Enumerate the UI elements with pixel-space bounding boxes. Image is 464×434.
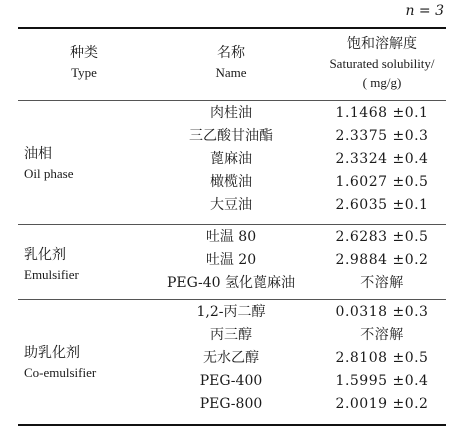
top-rule	[18, 27, 446, 29]
header-name	[150, 44, 312, 82]
row-name: 吐温 20	[205, 252, 257, 268]
header-type-en: Type	[71, 65, 97, 80]
sample-size-label: n = 3	[405, 3, 444, 19]
table-row	[0, 370, 464, 393]
header-solubility-en: Saturated solubility/	[329, 56, 435, 71]
table-row	[0, 393, 464, 416]
row-value: 0.0318 ±0.3	[335, 304, 429, 320]
row-name: PEG-40 氢化蓖麻油	[166, 275, 296, 291]
row-value: 2.3375 ±0.3	[335, 128, 429, 144]
table-row	[0, 272, 464, 295]
header-solubility	[312, 35, 452, 92]
table-row	[0, 347, 464, 370]
row-name: 无水乙醇	[203, 350, 259, 366]
table-row	[0, 301, 464, 324]
row-value: 2.9884 ±0.2	[335, 252, 429, 268]
row-value: 不溶解	[360, 275, 404, 291]
group-coemulsifier-zh: 助乳化剂	[24, 345, 80, 361]
row-name: 大豆油	[210, 197, 252, 213]
group-emulsifier-en: Emulsifier	[24, 267, 79, 282]
table-row	[0, 194, 464, 217]
header-name-en: Name	[215, 65, 247, 80]
row-value: 1.6027 ±0.5	[335, 174, 429, 190]
group-divider	[18, 299, 446, 300]
row-name: 蓖麻油	[210, 151, 252, 167]
row-name: 三乙酸甘油酯	[189, 128, 273, 144]
bottom-rule	[18, 424, 446, 426]
header-rule	[18, 100, 446, 101]
table-row	[0, 226, 464, 249]
row-value: 2.6035 ±0.1	[335, 197, 429, 213]
group-oil-en: Oil phase	[24, 166, 74, 181]
table-row	[0, 125, 464, 148]
row-value: 1.1468 ±0.1	[335, 105, 429, 121]
table-row	[0, 324, 464, 347]
row-name: PEG-800	[199, 396, 263, 412]
row-name: 丙三醇	[210, 327, 252, 343]
row-value: 不溶解	[360, 327, 404, 343]
row-name: 肉桂油	[210, 105, 252, 121]
header-type-zh: 种类	[70, 45, 98, 61]
row-name: 橄榄油	[210, 174, 252, 190]
table-row	[0, 171, 464, 194]
row-value: 2.6283 ±0.5	[335, 229, 429, 245]
row-value: 2.0019 ±0.2	[335, 396, 429, 412]
row-value: 2.3324 ±0.4	[335, 151, 429, 167]
table-row	[0, 102, 464, 125]
header-solubility-zh: 饱和溶解度	[347, 36, 417, 52]
group-coemulsifier-en: Co-emulsifier	[24, 365, 97, 380]
row-name: 吐温 80	[205, 229, 257, 245]
group-oil-zh: 油相	[24, 146, 52, 162]
group-divider	[18, 224, 446, 225]
group-emulsifier-zh: 乳化剂	[24, 247, 66, 263]
row-name: PEG-400	[199, 373, 263, 389]
row-value: 1.5995 ±0.4	[335, 373, 429, 389]
header-name-zh: 名称	[217, 45, 245, 61]
table-row	[0, 148, 464, 171]
header-type	[18, 44, 150, 82]
row-value: 2.8108 ±0.5	[335, 350, 429, 366]
row-name: 1,2-丙二醇	[196, 304, 266, 320]
header-solubility-unit: ( mg/g)	[362, 75, 402, 90]
table-row	[0, 249, 464, 272]
